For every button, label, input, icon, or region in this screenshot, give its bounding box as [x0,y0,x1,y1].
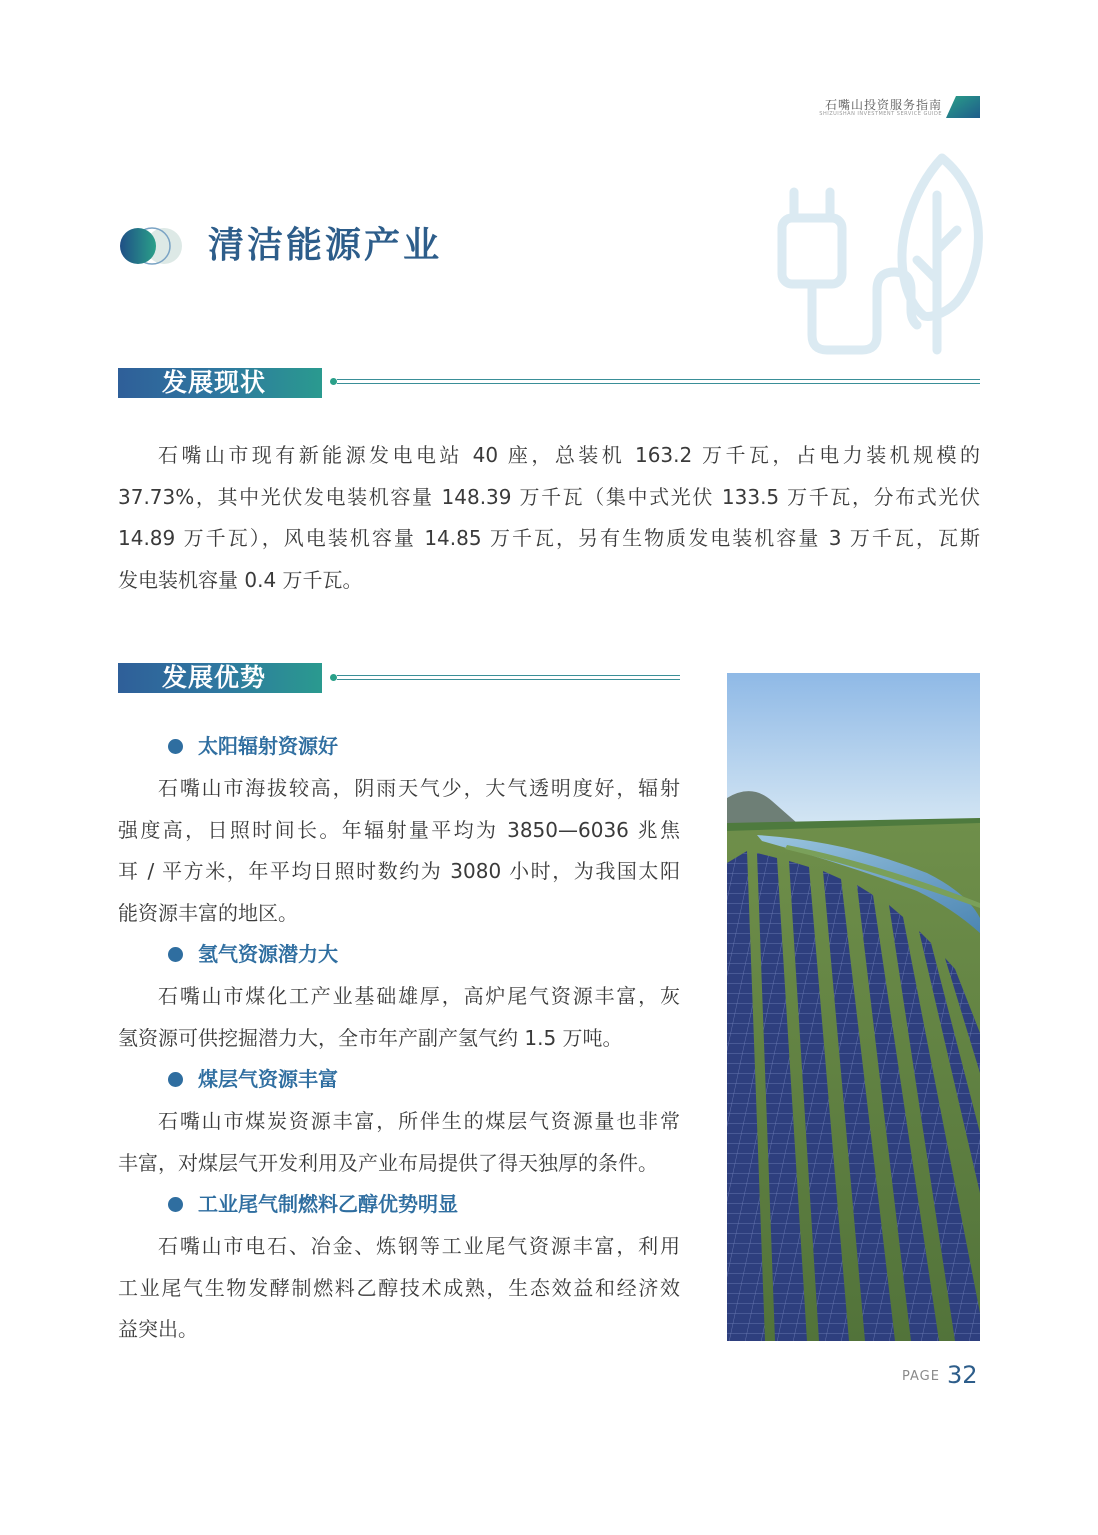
section-heading-advantages: 发展优势 [162,663,267,692]
status-line: 石嘴山市现有新能源发电电站 40 座，总装机 163.2 万千瓦，占电力装机规模的 [158,443,980,467]
page-label: PAGE [902,1369,940,1384]
page-title: 清洁能源产业 [208,225,443,266]
advantage-title: 煤层气资源丰富 [198,1067,338,1091]
advantage-line: 丰富，对煤层气开发利用及产业布局提供了得天独厚的条件。 [118,1150,658,1175]
page-number: 32 [947,1361,978,1389]
advantage-line: 益突出。 [118,1317,198,1341]
bullet-icon [168,1197,183,1212]
advantage-title: 氢气资源潜力大 [198,942,338,966]
header-title: 石嘴山投资服务指南 [824,98,942,112]
heading-rule [337,379,980,384]
advantage-paragraph [118,768,680,934]
status-paragraph [118,435,980,601]
status-line: 37.73%，其中光伏发电装机容量 148.39 万千瓦（集中式光伏 133.5 万千瓦，分布式光伏 [118,484,980,509]
advantage-line: 石嘴山市海拔较高，阴雨天气少，大气透明度好，辐射 [158,776,680,800]
plug-leaf-icon [772,150,987,360]
bullet-icon [168,947,183,962]
advantage-line: 石嘴山市电石、冶金、炼钢等工业尾气资源丰富，利用 [158,1234,680,1258]
heading-dot [330,378,337,385]
advantage-line: 石嘴山市煤炭资源丰富，所伴生的煤层气资源量也非常 [158,1109,680,1133]
bullet-icon [168,1072,183,1087]
heading-rule [337,675,680,680]
advantage-paragraph [118,976,680,1059]
advantage-paragraph [118,1226,680,1351]
advantage-line: 石嘴山市煤化工产业基础雄厚，高炉尾气资源丰富，灰 [158,984,680,1008]
advantage-line: 耳 / 平方米，年平均日照时数约为 3080 小时，为我国太阳 [118,859,680,883]
advantage-line: 工业尾气生物发酵制燃料乙醇技术成熟，生态效益和经济效 [118,1275,680,1300]
title-circles-icon [118,226,184,266]
section-heading-status: 发展现状 [162,368,267,397]
heading-dot [330,674,337,681]
solar-farm-photo [727,673,980,1341]
status-line: 发电装机容量 0.4 万千瓦。 [118,567,363,592]
advantage-title: 工业尾气制燃料乙醇优势明显 [198,1192,458,1216]
advantage-line: 氢资源可供挖掘潜力大，全市年产副产氢气约 1.5 万吨。 [118,1025,623,1050]
advantage-line: 强度高，日照时间长。年辐射量平均为 3850—6036 兆焦 [118,817,680,842]
bullet-icon [168,739,183,754]
header-parallelogram-icon [946,96,980,118]
status-line: 14.89 万千瓦），风电装机容量 14.85 万千瓦，另有生物质发电装机容量 3 万千瓦，瓦斯 [118,526,980,550]
advantage-title: 太阳辐射资源好 [198,734,338,758]
advantage-line: 能资源丰富的地区。 [118,900,298,925]
header-subtitle: SHIZUISHAN INVESTMENT SERVICE GUIDE [819,111,942,117]
advantage-paragraph [118,1101,680,1184]
